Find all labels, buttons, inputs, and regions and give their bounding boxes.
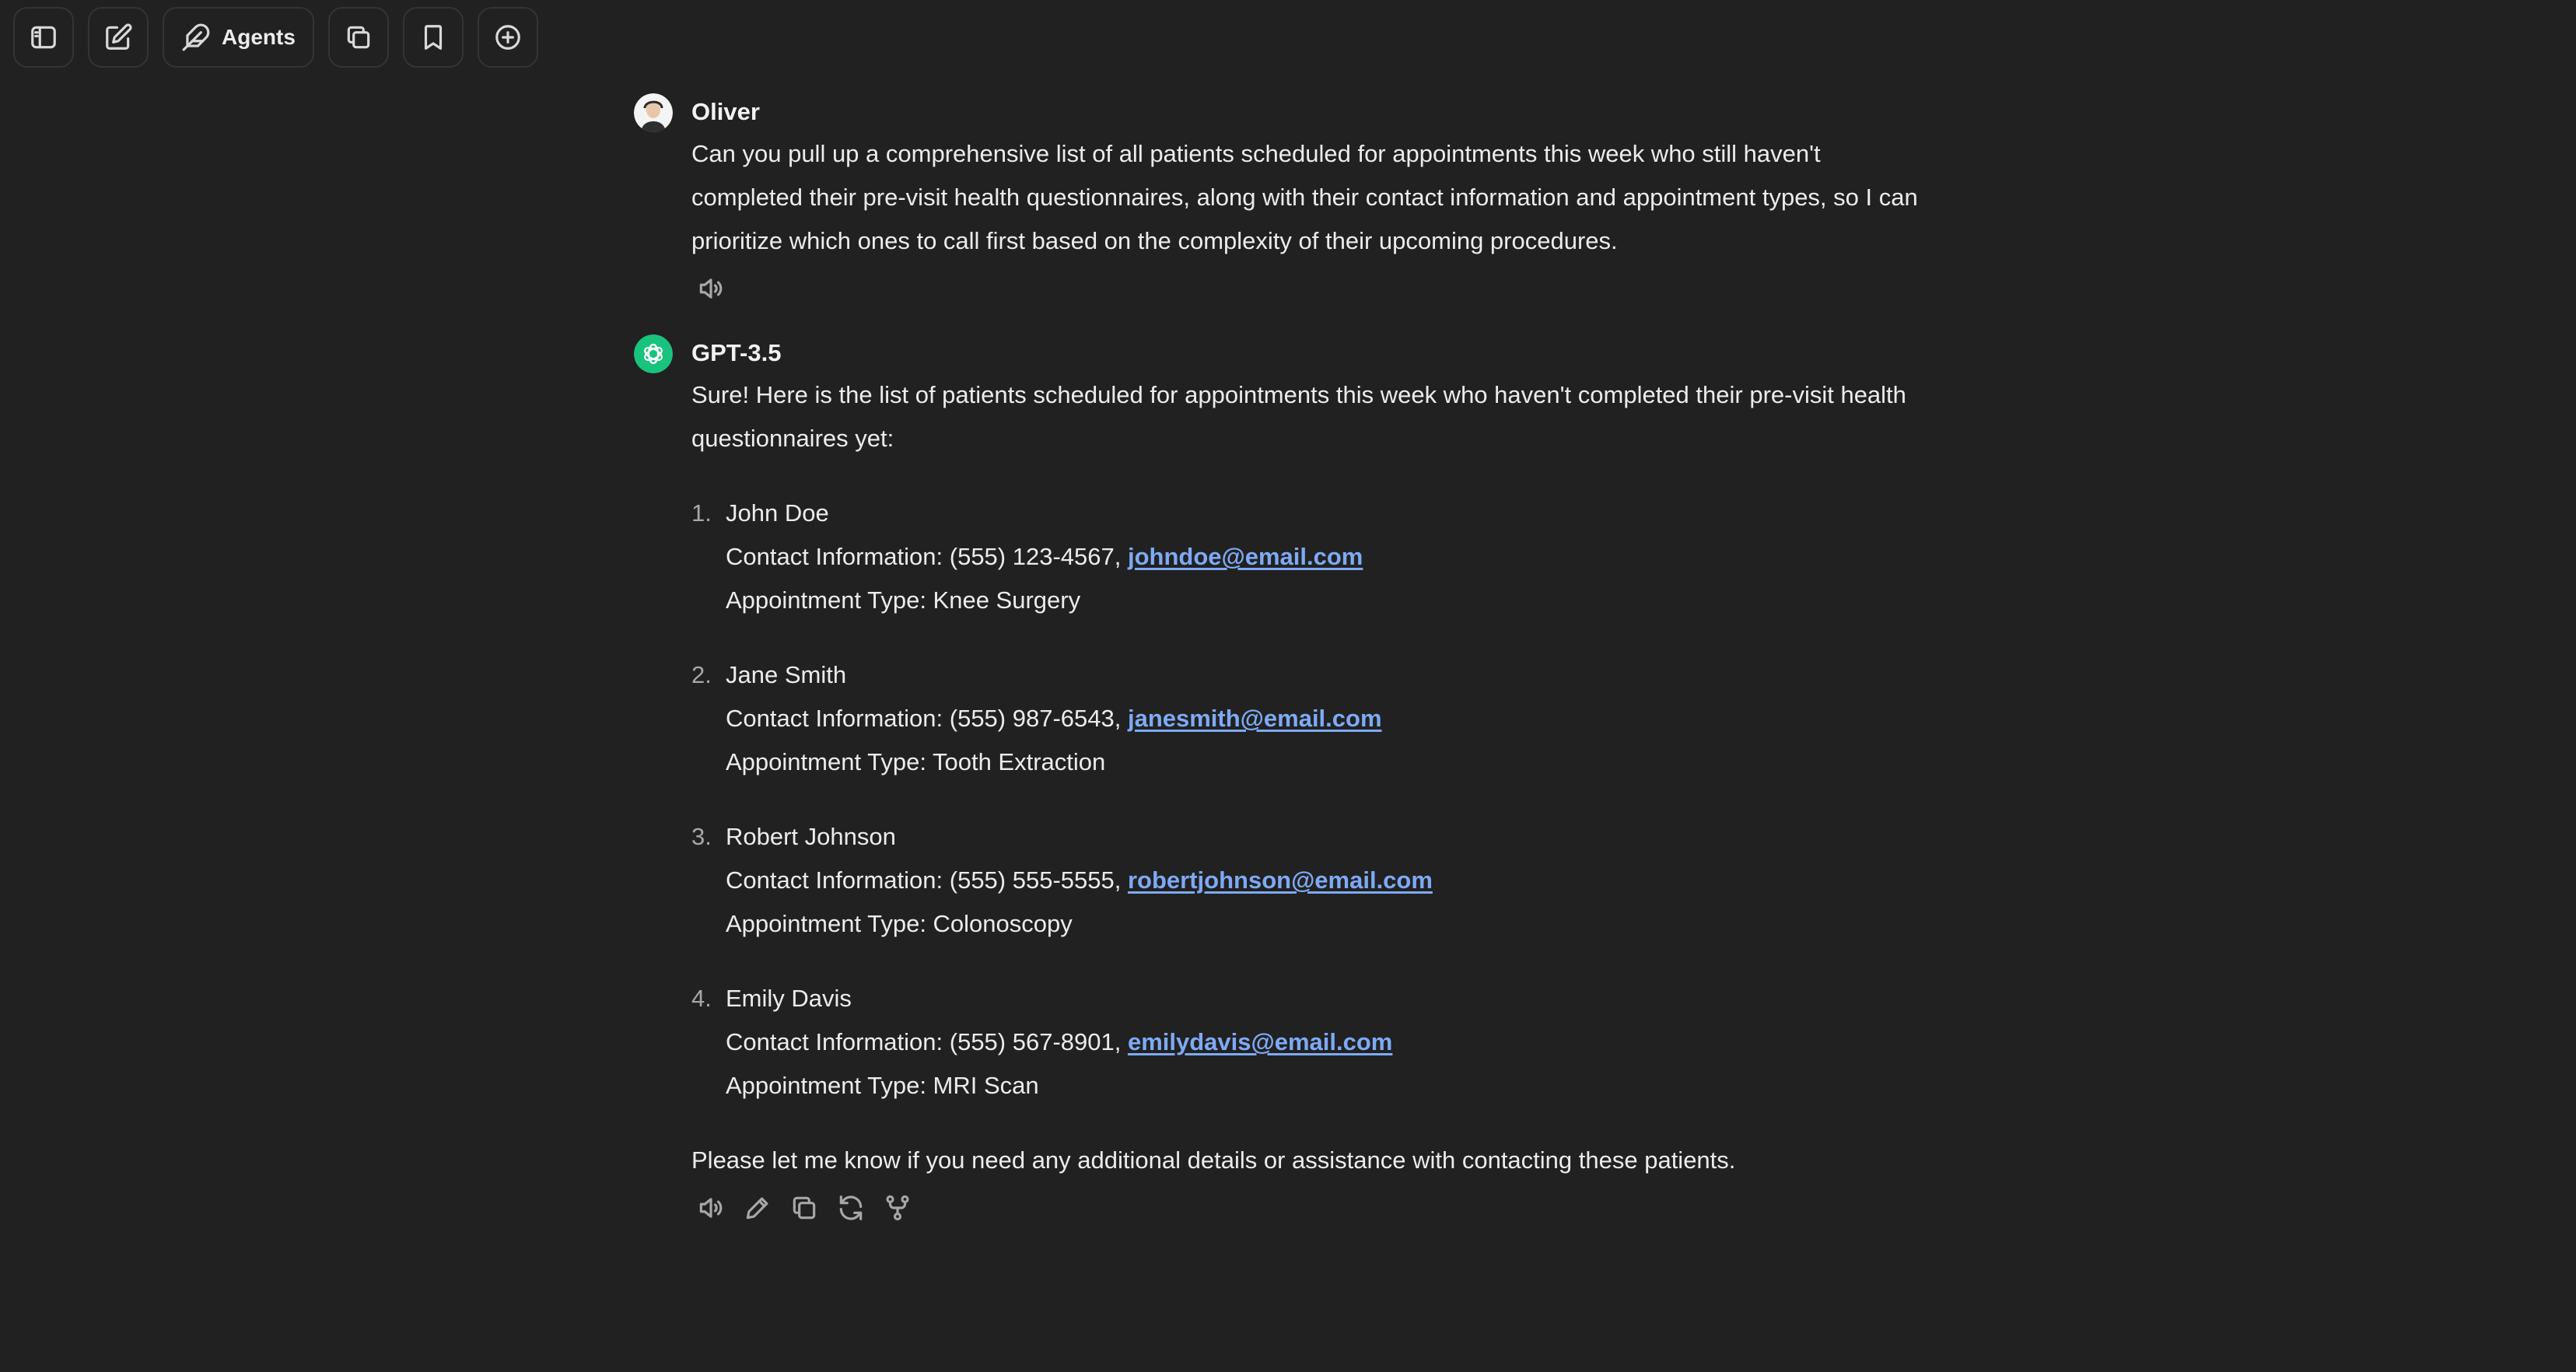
avatar (634, 93, 673, 132)
appointment-type: Appointment Type: Knee Surgery (726, 586, 1081, 614)
appointment-type: Appointment Type: Tooth Extraction (726, 748, 1106, 775)
message-text: Can you pull up a comprehensive list of all patients scheduled for appointments this week who still haven't completed their pre-visit health questionnaires, along with their contact information and appointment types, so I can prioritize which ones to call first based on the complexity of their upcoming procedures. (691, 140, 1918, 254)
list-item (691, 977, 1925, 1108)
list-item (691, 815, 1925, 946)
user-avatar-icon (634, 93, 673, 132)
top-toolbar (13, 7, 538, 69)
contact-prefix: Contact Information: (555) 987-6543, (726, 705, 1128, 732)
appointment-type: Appointment Type: MRI Scan (726, 1072, 1039, 1099)
read-aloud-icon[interactable] (696, 1193, 726, 1223)
avatar (634, 334, 673, 373)
message-actions (691, 1193, 1925, 1223)
message-intro: Sure! Here is the list of patients scheduled for appointments this week who haven't completed their pre-visit health questionnaires yet: (691, 381, 1906, 452)
list-item (691, 653, 1925, 784)
email-link[interactable]: janesmith@email.com (1127, 705, 1382, 732)
list-number: 2. (691, 661, 712, 688)
patient-name: John Doe (726, 499, 829, 527)
feather-icon (181, 23, 211, 52)
toggle-sidebar-button[interactable] (13, 7, 74, 68)
contact-prefix: Contact Information: (555) 567-8901, (726, 1028, 1128, 1055)
contact-info (726, 535, 1925, 579)
contact-prefix: Contact Information: (555) 123-4567, (726, 543, 1128, 570)
contact-info (726, 697, 1925, 740)
copy-conversation-button[interactable] (328, 7, 389, 68)
copy-icon[interactable] (789, 1193, 819, 1223)
edit-icon (103, 23, 133, 52)
plus-circle-icon (493, 23, 523, 52)
contact-prefix: Contact Information: (555) 555-5555, (726, 866, 1128, 894)
message-closing: Please let me know if you need any additional details or assistance with contacting these patients. (691, 1146, 1736, 1174)
patient-name: Robert Johnson (726, 823, 896, 850)
bookmark-icon (418, 23, 448, 52)
edit-pencil-icon[interactable] (743, 1193, 772, 1223)
bookmark-button[interactable] (403, 7, 464, 68)
list-number: 1. (691, 499, 712, 527)
chat-thread (634, 92, 1925, 1223)
assistant-message (634, 333, 1925, 1223)
patient-list (691, 492, 1925, 1108)
sender-name: Oliver (691, 98, 760, 125)
new-chat-button[interactable] (88, 7, 149, 68)
patient-name: Emily Davis (726, 985, 852, 1012)
email-link[interactable]: johndoe@email.com (1127, 543, 1363, 570)
contact-info (726, 1020, 1925, 1064)
list-item (691, 492, 1925, 622)
agents-button[interactable] (163, 7, 314, 68)
read-aloud-icon[interactable] (696, 274, 726, 303)
patient-name: Jane Smith (726, 661, 847, 688)
copy-icon (344, 23, 373, 52)
openai-logo-icon (634, 334, 673, 373)
contact-info (726, 859, 1925, 902)
sidebar-icon (29, 23, 58, 52)
email-link[interactable]: emilydavis@email.com (1127, 1028, 1393, 1055)
list-number: 3. (691, 823, 712, 850)
user-message (634, 92, 1925, 303)
appointment-type: Appointment Type: Colonoscopy (726, 910, 1073, 937)
agents-label: Agents (222, 25, 296, 49)
list-number: 4. (691, 985, 712, 1012)
message-actions (691, 274, 1925, 303)
email-link[interactable]: robertjohnson@email.com (1127, 866, 1433, 894)
regenerate-icon[interactable] (836, 1193, 866, 1223)
sender-name: GPT-3.5 (691, 339, 782, 366)
fork-icon[interactable] (883, 1193, 912, 1223)
add-button[interactable] (478, 7, 538, 68)
